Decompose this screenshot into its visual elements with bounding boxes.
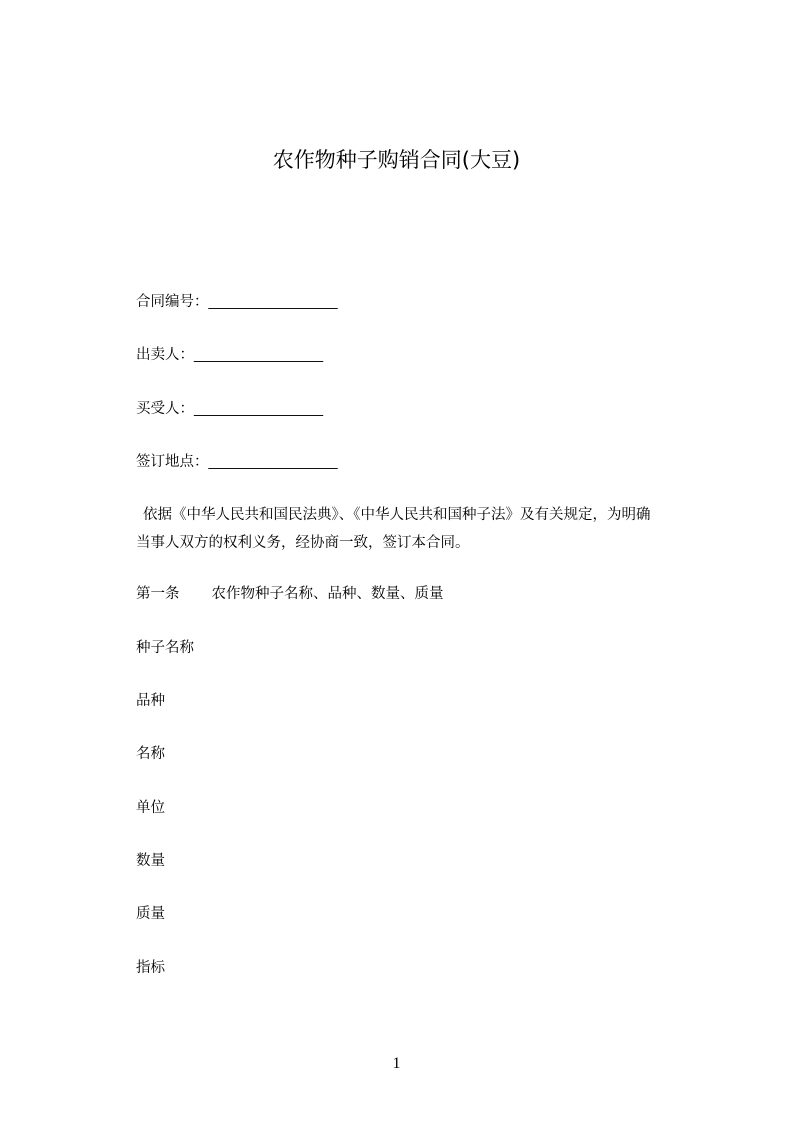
preamble-line-2: 当事人双方的权利义务，经协商一致，签订本合同。 xyxy=(136,535,470,551)
field-blank: ________________ xyxy=(208,294,338,310)
field-label: 出卖人： xyxy=(136,347,194,363)
item-unit: 单位 xyxy=(136,800,165,816)
field-label: 买受人： xyxy=(136,401,194,417)
field-blank: ________________ xyxy=(194,401,324,417)
buyer-field xyxy=(136,400,323,418)
seller-field xyxy=(136,346,323,364)
signing-place-field xyxy=(136,453,338,471)
item-quality: 质量 xyxy=(136,906,165,922)
field-label: 签订地点： xyxy=(136,454,209,470)
item-name: 名称 xyxy=(136,746,165,762)
document-title: 农作物种子购销合同(大豆) xyxy=(272,148,521,172)
item-indicator: 指标 xyxy=(136,960,165,976)
item-variety: 品种 xyxy=(136,693,165,709)
article-title: 农作物种子名称、品种、数量、质量 xyxy=(211,586,444,602)
field-blank: ________________ xyxy=(194,347,324,363)
article-1-heading xyxy=(136,585,444,603)
preamble-line-1: 依据《中华人民共和国民法典》、《中华人民共和国种子法》及有关规定，为明确 xyxy=(143,507,651,523)
field-blank: ________________ xyxy=(208,454,338,470)
contract-number-field xyxy=(136,293,338,311)
page-number: 1 xyxy=(392,1055,401,1072)
item-quantity: 数量 xyxy=(136,853,165,869)
field-label: 合同编号： xyxy=(136,294,209,310)
article-number: 第一条 xyxy=(136,586,180,602)
item-seed-name: 种子名称 xyxy=(136,640,194,656)
